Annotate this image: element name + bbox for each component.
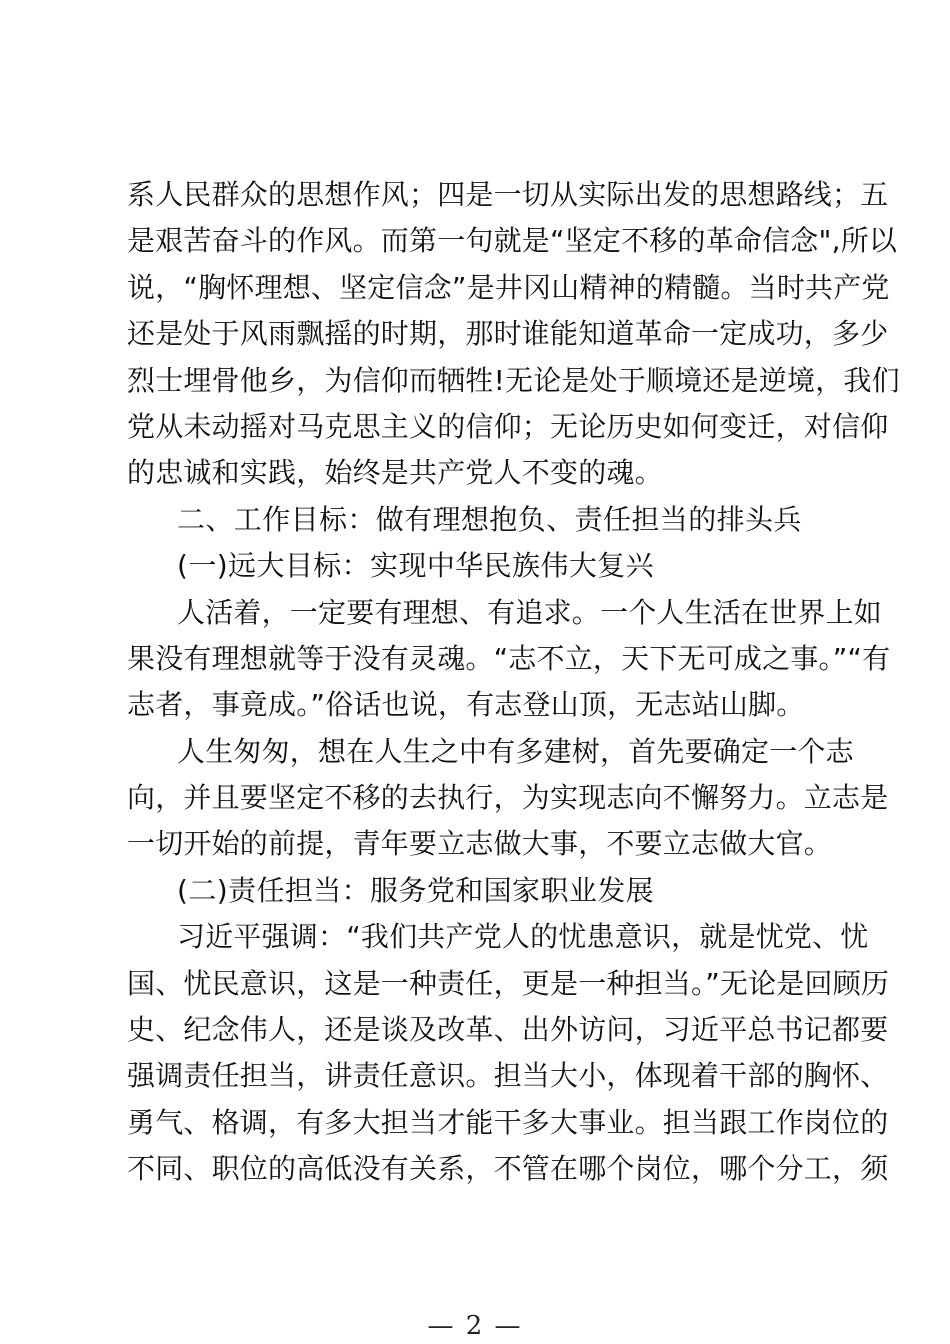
body-line-2: 是艰苦奋斗的作风。而第一句就是“坚定不移的革命信念",所以: [127, 224, 898, 258]
subsection-heading-1: (一)远大目标：实现中华民族伟大复兴: [177, 549, 655, 583]
section-heading: 二、工作目标：做有理想抱负、责任担当的排头兵: [177, 502, 802, 536]
body-line-6: 党从未动摇对马克思主义的信仰；无论历史如何变迁，对信仰: [127, 409, 889, 443]
document-body: [127, 172, 900, 1193]
body-line-22: 不同、职位的高低没有关系，不管在哪个岗位，哪个分工，须: [127, 1152, 889, 1186]
body-line-7: 的忠诚和实践，始终是共产党人不变的魂。: [127, 456, 663, 490]
body-line-5: 烈士埋骨他乡，为信仰而牺牲!无论是处于顺境还是逆境，我们: [127, 363, 900, 397]
subsection-heading-2: (二)责任担当：服务党和国家职业发展: [177, 873, 655, 907]
body-line-17: 习近平强调：“我们共产党人的忧患意识，就是忧党、忧: [177, 920, 869, 954]
page-number: — 2 —: [427, 1311, 523, 1341]
body-line-15: 一切开始的前提，青年要立志做大事，不要立志做大官。: [127, 827, 833, 861]
body-line-21: 勇气、格调，有多大担当才能干多大事业。担当跟工作岗位的: [127, 1105, 889, 1139]
body-line-10: 人活着，一定要有理想、有追求。一个人生活在世界上如: [177, 595, 883, 629]
body-line-13: 人生匆匆，想在人生之中有多建树，首先要确定一个志: [177, 734, 854, 768]
body-line-3: 说，“胸怀理想、坚定信念”是井冈山精神的精髓。当时共产党: [127, 270, 890, 304]
body-line-4: 还是处于风雨飘摇的时期，那时谁能知道革命一定成功，多少: [127, 317, 889, 351]
body-line-18: 国、忧民意识，这是一种责任，更是一种担当。”无论是回顾历: [127, 966, 890, 1000]
body-line-19: 史、纪念伟人，还是谈及改革、出外访问，习近平总书记都要: [127, 1013, 889, 1047]
body-line-12: 志者，事竟成。”俗话也说，有志登山顶，无志站山脚。: [127, 688, 805, 722]
body-line-11: 果没有理想就等于没有灵魂。“志不立，天下无可成之事。”“有: [127, 641, 891, 675]
body-line-20: 强调责任担当，讲责任意识。担当大小，体现着干部的胸怀、: [127, 1059, 889, 1093]
body-line-14: 向，并且要坚定不移的去执行，为实现志向不懈努力。立志是: [127, 781, 889, 815]
body-line-1: 系人民群众的思想作风；四是一切从实际出发的思想路线；五: [127, 178, 889, 211]
